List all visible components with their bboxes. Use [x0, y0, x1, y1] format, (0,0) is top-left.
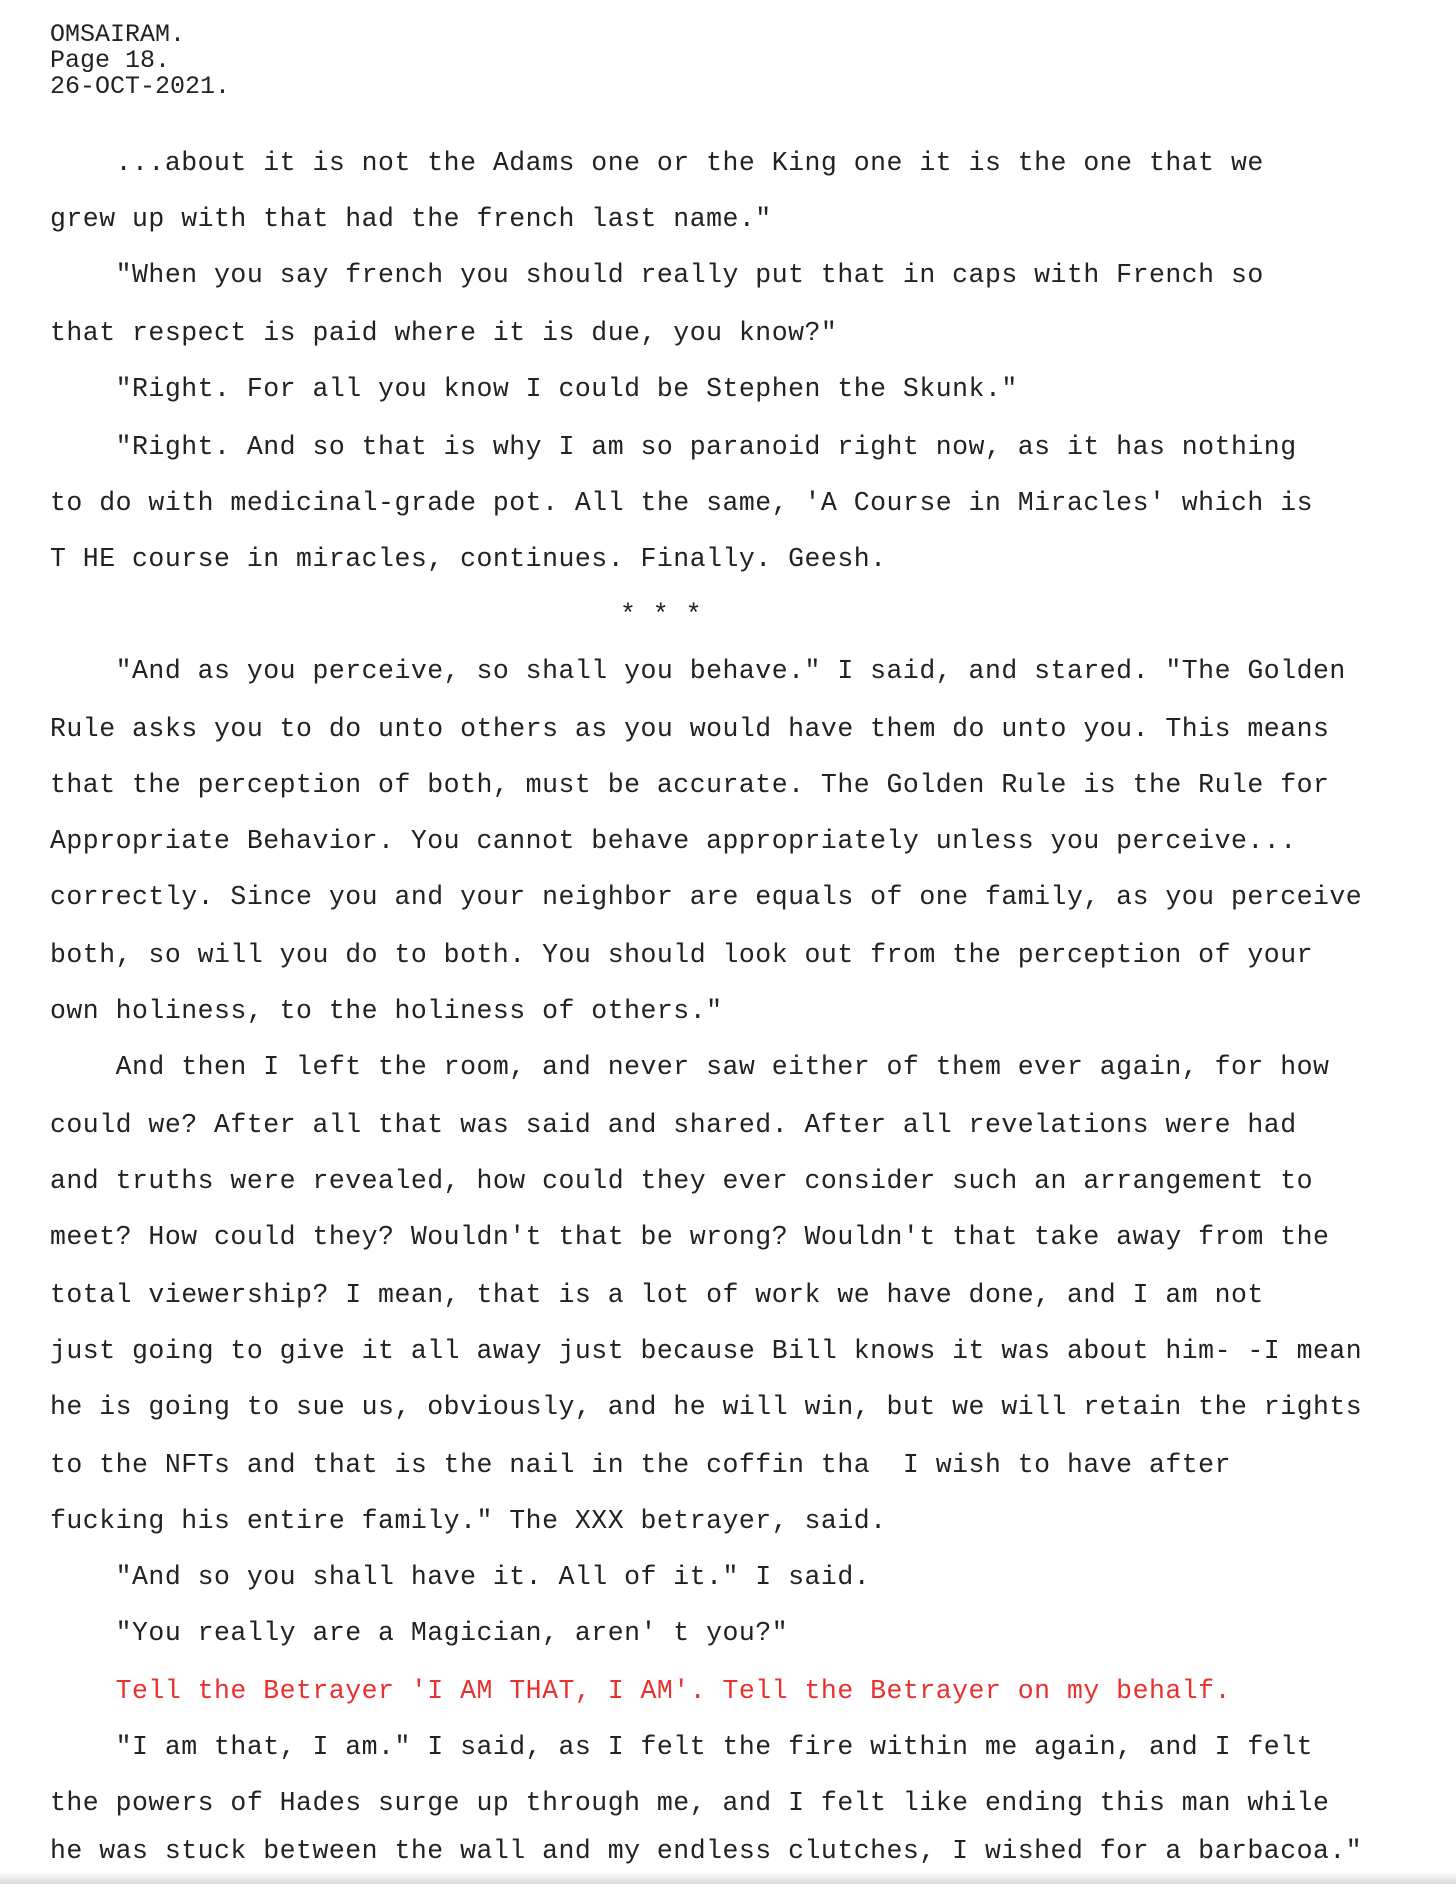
header-page-number: Page 18.	[50, 46, 171, 75]
body-line: T HE course in miracles, continues. Finally. Geesh.	[50, 544, 887, 574]
body-line: "Right. And so that is why I am so paranoid right now, as it has nothing	[50, 432, 1297, 462]
header-date: 26-OCT-2021.	[50, 72, 231, 101]
body-line: and truths were revealed, how could they ever consider such an arrangement to	[50, 1166, 1313, 1196]
body-line: "I am that, I am." I said, as I felt the fire within me again, and I felt	[50, 1732, 1313, 1762]
body-line: "You really are a Magician, aren' t you?"	[50, 1618, 789, 1648]
body-line: "And as you perceive, so shall you behave." I said, and stared. "The Golden	[50, 656, 1346, 686]
body-line: fucking his entire family." The XXX betrayer, said.	[50, 1506, 887, 1536]
body-line: total viewership? I mean, that is a lot of work we have done, and I am not	[50, 1280, 1264, 1310]
body-line: the powers of Hades surge up through me, and I felt like ending this man while	[50, 1788, 1330, 1818]
body-line: could we? After all that was said and shared. After all revelations were had	[50, 1110, 1297, 1140]
body-line: he was stuck between the wall and my endless clutches, I wished for a barbacoa."	[50, 1836, 1363, 1866]
body-line: that respect is paid where it is due, you know?"	[50, 318, 838, 348]
body-line: both, so will you do to both. You should look out from the perception of your	[50, 940, 1313, 970]
page-header	[50, 22, 230, 100]
body-line: he is going to sue us, obviously, and he will win, but we will retain the rights	[50, 1392, 1363, 1422]
body-line: Appropriate Behavior. You cannot behave appropriately unless you perceive...	[50, 826, 1297, 856]
body-line: to the NFTs and that is the nail in the coffin tha I wish to have after	[50, 1450, 1231, 1480]
body-line: Rule asks you to do unto others as you would have them do unto you. This means	[50, 714, 1330, 744]
body-line: meet? How could they? Wouldn't that be wrong? Wouldn't that take away from the	[50, 1222, 1330, 1252]
red-inner-voice-line: Tell the Betrayer 'I AM THAT, I AM'. Tell the Betrayer on my behalf.	[50, 1676, 1231, 1706]
header-title: OMSAIRAM.	[50, 20, 186, 49]
body-line: correctly. Since you and your neighbor are equals of one family, as you perceive	[50, 882, 1363, 912]
scan-bottom-edge	[0, 1872, 1456, 1884]
body-line: "When you say french you should really put that in caps with French so	[50, 260, 1264, 290]
body-line: grew up with that had the french last name."	[50, 204, 772, 234]
body-line: ...about it is not the Adams one or the King one it is the one that we	[50, 148, 1264, 178]
body-line: And then I left the room, and never saw either of them ever again, for how	[50, 1052, 1330, 1082]
body-line: "Right. For all you know I could be Stephen the Skunk."	[50, 374, 1018, 404]
body-line: own holiness, to the holiness of others."	[50, 996, 723, 1026]
body-line: just going to give it all away just because Bill knows it was about him- -I mean	[50, 1336, 1363, 1366]
body-line: that the perception of both, must be accurate. The Golden Rule is the Rule for	[50, 770, 1330, 800]
section-break: * * *	[620, 600, 703, 630]
body-line: "And so you shall have it. All of it." I said.	[50, 1562, 871, 1592]
body-line: to do with medicinal-grade pot. All the same, 'A Course in Miracles' which is	[50, 488, 1313, 518]
